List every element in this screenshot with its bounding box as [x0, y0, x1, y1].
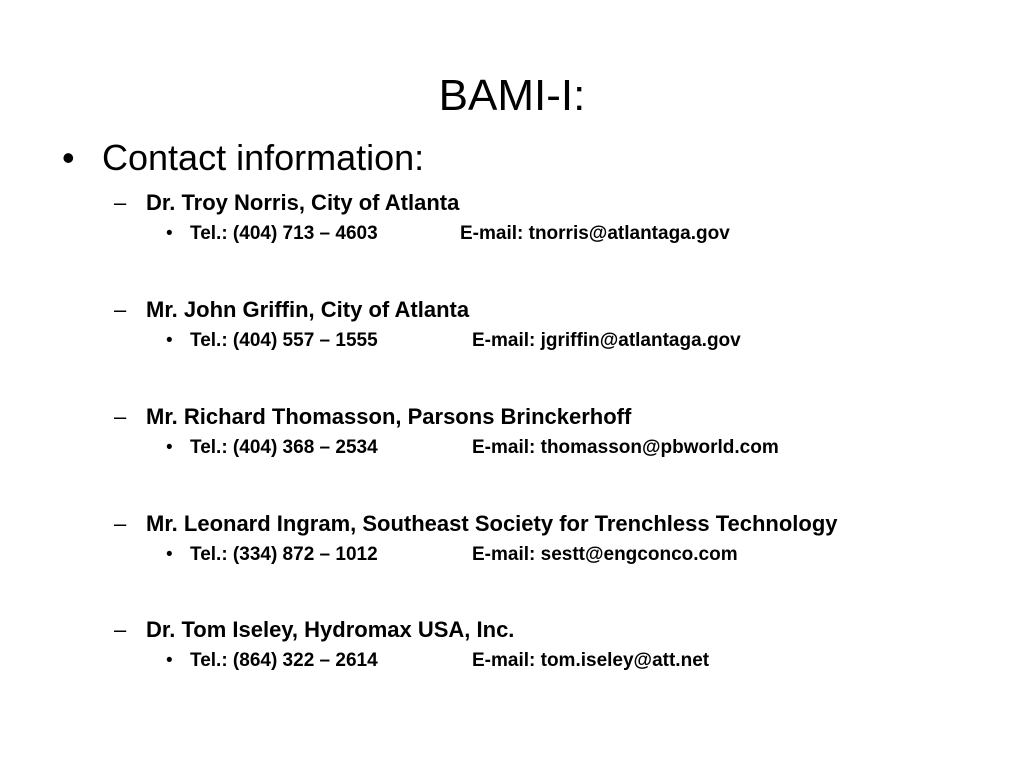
contact-details [166, 649, 709, 673]
dash-icon: – [114, 511, 127, 536]
bullet-icon: • [166, 437, 173, 458]
contact-name [114, 403, 631, 431]
bullet-icon: • [166, 223, 173, 244]
contact-name-text: Mr. Leonard Ingram, Southeast Society for Trenchless Technology [146, 511, 838, 536]
contact-name [114, 616, 514, 644]
contact-name [114, 510, 838, 538]
contact-name-text: Mr. John Griffin, City of Atlanta [146, 297, 470, 322]
contact-phone: Tel.: (404) 557 – 1555 [190, 330, 378, 351]
contact-name-text: Dr. Tom Iseley, Hydromax USA, Inc. [146, 617, 515, 642]
contact-phone: Tel.: (334) 872 – 1012 [190, 544, 378, 565]
dash-icon: – [114, 404, 127, 429]
bullet-icon: • [166, 650, 173, 671]
contact-phone: Tel.: (404) 713 – 4603 [190, 223, 378, 244]
contact-name [114, 189, 459, 217]
contact-name [114, 296, 469, 324]
contact-email: E-mail: tnorris@atlantaga.gov [460, 223, 730, 244]
contact-email: E-mail: jgriffin@atlantaga.gov [472, 330, 741, 351]
dash-icon: – [114, 297, 127, 322]
bullet-icon: • [166, 330, 173, 351]
contact-email: E-mail: thomasson@pbworld.com [472, 437, 779, 458]
bullet-icon: • [62, 137, 75, 178]
dash-icon: – [114, 617, 127, 642]
contact-details [166, 329, 741, 353]
contact-email: E-mail: tom.iseley@att.net [472, 650, 710, 671]
contact-phone: Tel.: (404) 368 – 2534 [190, 437, 378, 458]
contact-name-text: Dr. Troy Norris, City of Atlanta [146, 190, 460, 215]
slide-title: BAMI-I: [438, 71, 586, 120]
contact-details [166, 543, 738, 567]
dash-icon: – [114, 190, 127, 215]
contact-name-text: Mr. Richard Thomasson, Parsons Brinckerhoff [146, 404, 632, 429]
section-heading-text: Contact information: [102, 137, 425, 178]
contact-details [166, 436, 779, 460]
contact-details [166, 222, 730, 246]
contact-email: E-mail: sestt@engconco.com [472, 544, 738, 565]
bullet-icon: • [166, 544, 173, 565]
contact-phone: Tel.: (864) 322 – 2614 [190, 650, 378, 671]
section-heading [62, 136, 424, 180]
